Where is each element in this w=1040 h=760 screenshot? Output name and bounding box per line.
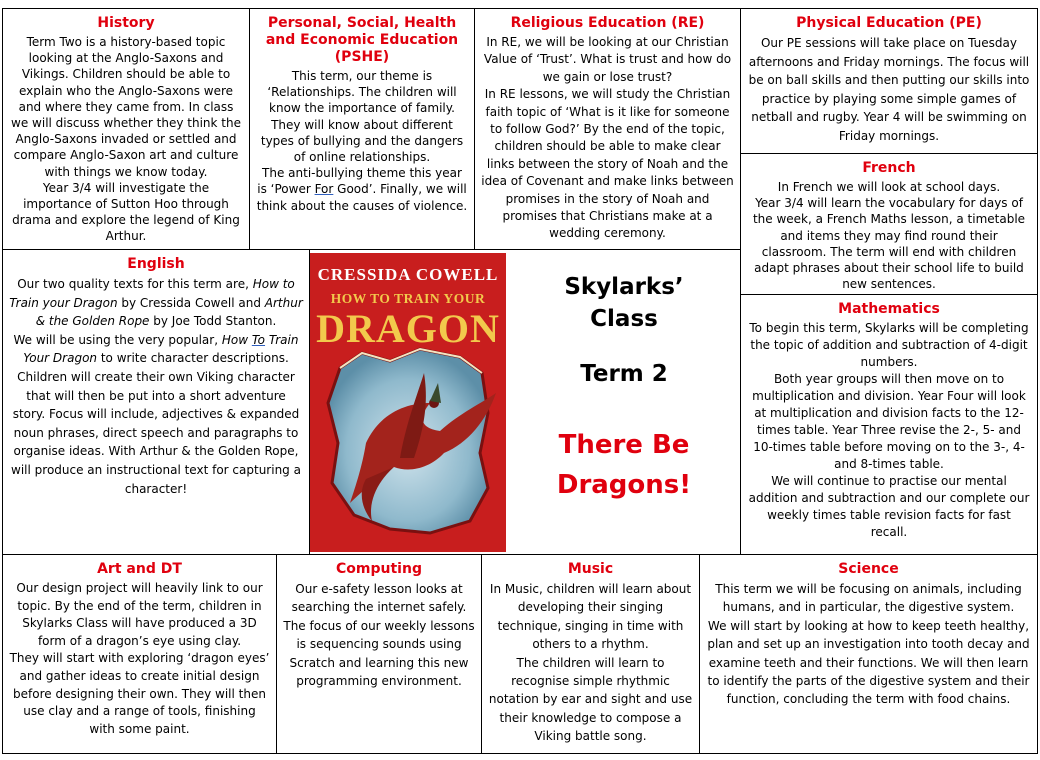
pe-title: Physical Education (PE): [796, 15, 982, 31]
art-text-2: They will start with exploring ‘dragon eyes’ and gather ideas to create initial design before designing their own. They will then use clay and a range of tools, finishing with some paint.: [9, 651, 270, 736]
pe-text-1: Our PE sessions will take place on Tuesday afternoons and Friday mornings. The focus will be on ball skills and then putting our skills into practice by playing some simple games of netball and rugby. Year 4 will be swimming on Friday mornings.: [748, 36, 1030, 143]
science-text-1: This term we will be focusing on animals, including humans, and in particular, the digestive system.: [715, 582, 1022, 615]
maths-text-2: Both year groups will then move on to multiplication and division. Year Four will look at multiplication and division facts to the 12-times table. Year Three revise the 2-, 5- and 10-times table before moving on to the 3-, 4- and 8-times table.: [752, 372, 1026, 471]
english-title: English: [127, 256, 185, 272]
pshe-text-1: This term, our theme is ‘Relationships. The children will know the importance of family. They will know about different types of bullying and the dangers of online relationships.: [260, 69, 464, 165]
pshe-underlined-word: For: [314, 182, 334, 197]
art-text-1: Our design project will heavily link to our topic. By the end of the term, children in Skylarks Class will have produced a 3D form of a dragon’s eye using clay.: [16, 581, 263, 648]
book-title-line-1: HOW TO TRAIN YOUR: [330, 291, 486, 306]
science-title: Science: [838, 561, 899, 577]
computing-panel: [276, 554, 482, 754]
pshe-text-2: The anti-bullying theme this year is ‘Power For Good’. Finally, we will think about the causes of violence.: [256, 166, 468, 213]
french-text-1: In French we will look at school days.: [777, 180, 1001, 194]
french-text-2: Year 3/4 will learn the vocabulary for days of the week, a French Maths lesson, a timetable and items they may find round their classroom. The term will end with children adapt phrases about their school life to build new sentences.: [752, 196, 1026, 292]
history-text-2: Year 3/4 will investigate the importance of Sutton Hoo through drama and explore the legend of King Arthur.: [12, 180, 240, 244]
re-text-1: In RE, we will be looking at our Christian Value of ‘Trust’. What is trust and how do we gain or lose trust?: [483, 35, 732, 84]
music-text-1: In Music, children will learn about developing their singing technique, singing in time with others to a rhythm.: [489, 582, 692, 652]
book-author: CRESSIDA COWELL: [317, 265, 499, 284]
music-text-2: The children will learn to recognise simple rhythmic notation by ear and sight and use their knowledge to compose a Viking battle song.: [488, 655, 693, 744]
topic-title: There Be Dragons!: [556, 430, 692, 500]
science-text-2: We will start by looking at how to keep teeth healthy, plan and set up an investigation into tooth decay and examine teeth and their functions. We will then learn to identify the parts of the digestive system and their function, concluding the term with food chains.: [707, 618, 1030, 707]
pshe-title: Personal, Social, Health and Economic Education (PSHE): [265, 15, 459, 65]
history-panel: [2, 8, 250, 250]
art-title: Art and DT: [97, 561, 182, 577]
re-panel: [474, 8, 741, 250]
english-text-2: We will be using the very popular, How To Train Your Dragon to write character descriptions. Children will create their own Viking character that will then be put into a short adventure story. Focus will include, adjectives & expanded noun phrases, direct speech and paragraphs to organise ideas. With Arthur & the Golden Rope, will produce an instructional text for capturing a character!: [11, 332, 301, 496]
music-panel: [481, 554, 700, 754]
computing-text-2: The focus of our weekly lessons is sequencing sounds using Scratch and learning this new programming environment.: [283, 618, 475, 689]
french-panel: [740, 153, 1038, 295]
english-text-1: Our two quality texts for this term are, How to Train your Dragon by Cressida Cowell and Arthur & the Golden Rope by Joe Todd Stanton.: [9, 277, 303, 329]
re-title: Religious Education (RE): [510, 15, 705, 31]
re-text-2: In RE lessons, we will study the Christian faith topic of ‘What is it like for someone to follow God?’ By the end of the topic, children should be able to make clear links between the story of Noah and the idea of Covenant and make links between promises in the story of Noah and promises that Christians make at a wedding ceremony.: [481, 87, 734, 241]
science-panel: [699, 554, 1038, 754]
music-title: Music: [567, 561, 614, 577]
history-text-1: Term Two is a history-based topic looking at the Anglo-Saxons and Vikings. Children should be able to explain who the Anglo-Saxons were and where they came from. In class we will discuss whether they think the Anglo-Saxons invaded or settled and compare Anglo-Saxon art and culture with things we know today.: [11, 35, 241, 179]
book-title-line-2: DRAGON: [316, 306, 500, 351]
pshe-panel: [249, 8, 475, 250]
class-title-block: [508, 253, 740, 552]
term-label: Term 2: [580, 361, 668, 387]
computing-text-1: Our e-safety lesson looks at searching the internet safely.: [291, 582, 467, 615]
french-title: French: [862, 160, 916, 176]
maths-text-3: We will continue to practise our mental addition and subtraction and our complete our weekly times table revision facts for fast recall.: [748, 474, 1030, 539]
book-cover-image: [310, 253, 506, 552]
class-name: Skylarks’ Class: [564, 274, 684, 332]
history-title: History: [97, 15, 155, 31]
english-panel: [2, 249, 310, 555]
maths-text-1: To begin this term, Skylarks will be completing the topic of addition and subtraction of 4-digit numbers.: [749, 321, 1029, 369]
maths-panel: [740, 294, 1038, 555]
maths-title: Mathematics: [838, 301, 940, 317]
pe-panel: [740, 8, 1038, 154]
art-panel: [2, 554, 277, 754]
computing-title: Computing: [336, 561, 422, 577]
